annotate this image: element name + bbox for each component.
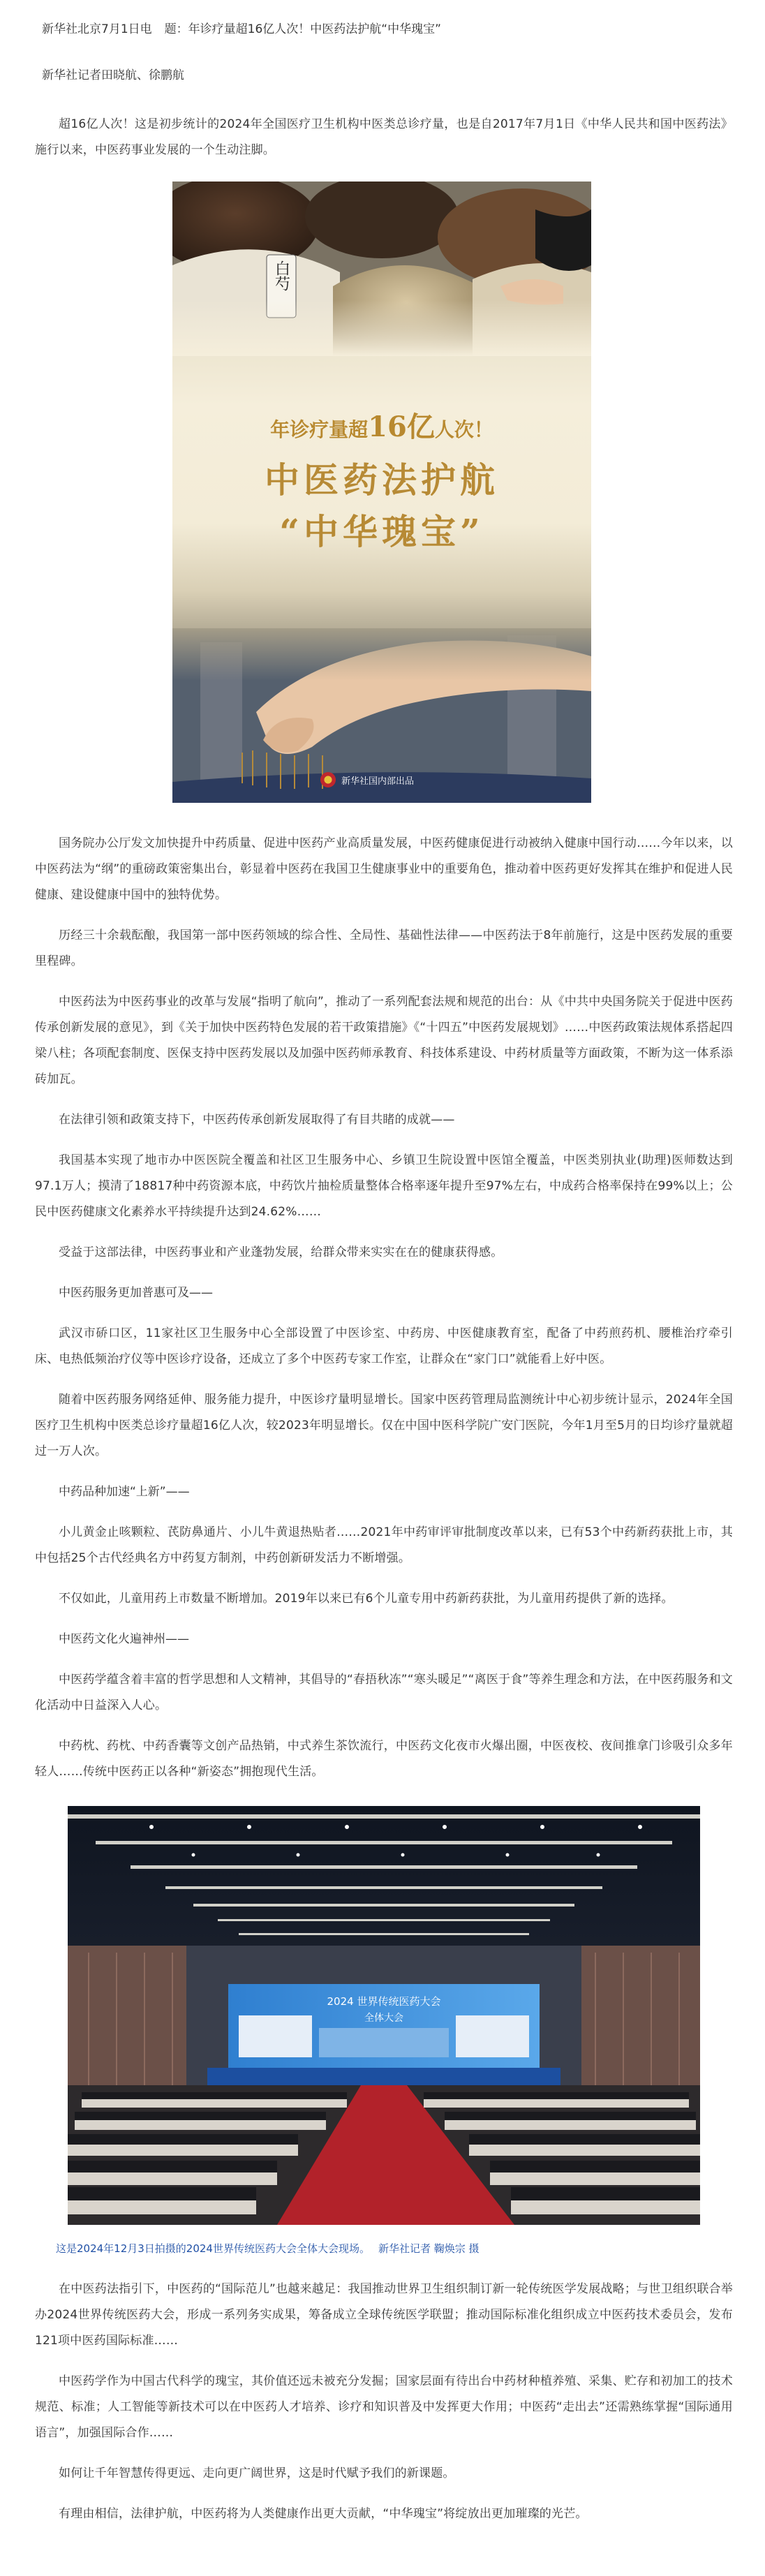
stage-banner-line1: 2024 世界传统医药大会 (327, 1995, 441, 2008)
poster-headline-suffix: 人次！ (434, 418, 493, 441)
poster-credit-text: 新华社国内部出品 (341, 776, 415, 787)
poster-title-line2: “中华瑰宝” (279, 511, 484, 552)
subheading-new-drugs: 中药品种加速“上新”—— (59, 1485, 190, 1499)
headline: 年诊疗量超16亿人次！中医药法护航“中华瑰宝” (188, 22, 441, 36)
poster-credit (320, 772, 414, 787)
herb-label-text: 白芍 (272, 260, 290, 291)
xinhua-logo-icon (320, 772, 336, 787)
herbs-illustration (172, 182, 591, 356)
paragraph-9: 随着中医药服务网络延伸、服务能力提升，中医诊疗量明显增长。国家中医药管理局监测统计中心初步统计显示，2024年全国医疗卫生机构中医类总诊疗量超16亿人次，较2023年明显增长。仅在中国中医科学院广安门医院，今年1月至5月的日均诊疗量就超过一万人次。 (35, 1393, 733, 1458)
subheading-culture: 中医药文化火遍神州—— (59, 1632, 189, 1646)
article (35, 20, 733, 2542)
paragraph-1: 超16亿人次！这是初步统计的2024年全国医疗卫生机构中医类总诊疗量，也是自2017年7月1日《中华人民共和国中医药法》施行以来，中医药事业发展的一个生动注脚。 (35, 117, 733, 157)
paragraph-15: 中医药学作为中国古代科学的瑰宝，其价值还远未被充分发掘；国家层面有待出台中药材种植养殖、采集、贮存和初加工的技术规范、标准；人工智能等新技术可以在中医药人才培养、诊疗和知识普及中发挥更大作用；中医药“走出去”还需熟练掌握“国际通用语言”，加强国际合作…… (35, 2374, 733, 2440)
headline-label: 题： (164, 22, 188, 36)
paragraph-3: 历经三十余载酝酿，我国第一部中医药领域的综合性、全局性、基础性法律——中医药法于8年前施行，这是中医药发展的重要里程碑。 (35, 928, 733, 968)
caption-credit: 新华社记者 鞠焕宗 摄 (378, 2242, 480, 2255)
poster-image (172, 182, 591, 803)
paragraph-5: 在法律引领和政策支持下，中医药传承创新发展取得了有目共睹的成就—— (59, 1113, 455, 1127)
paragraph-14: 在中医药法指引下，中医药的“国际范儿”也越来越足：我国推动世界卫生组织制订新一轮传统医学发展战略；与世卫组织联合举办2024世界传统医药大会，形成一系列务实成果，筹备成立全球传统医学联盟；推动国际标准化组织成立中医药技术委员会，发布121项中医药国际标准…… (35, 2282, 733, 2348)
paragraph-17: 有理由相信，法律护航，中医药将为人类健康作出更大贡献，“中华瑰宝”将绽放出更加璀璨的光芒。 (59, 2507, 588, 2521)
poster-title-line1: 中医药法护航 (265, 459, 499, 501)
paragraph-8: 武汉市硚口区，11家社区卫生服务中心全部设置了中医诊室、中药房、中医健康教育室，配备了中药煎药机、腰椎治疗牵引床、电热低频治疗仪等中医诊疗设备，还成立了多个中医药专家工作室，让群众在“家门口”就能看上好中医。 (35, 1326, 733, 1366)
paragraph-6: 我国基本实现了地市办中医医院全覆盖和社区卫生服务中心、乡镇卫生院设置中医馆全覆盖，中医类别执业(助理)医师数达到97.1万人；摸清了18817种中药资源本底，中药饮片抽检质量整体合格率逐年提升至97%左右，中成药合格率保持在99%以上；公民中医药健康文化素养水平持续提升达到24.62%…… (35, 1153, 733, 1219)
paragraph-10: 小儿黄金止咳颗粒、芪防鼻通片、小儿牛黄退热贴者……2021年中药审评审批制度改革以来，已有53个中药新药获批上市，其中包括25个古代经典名方中药复方制剂，中药创新研发活力不断增强。 (35, 1525, 733, 1565)
paragraph-11: 不仅如此，儿童用药上市数量不断增加。2019年以来已有6个儿童专用中药新药获批，为儿童用药提供了新的选择。 (59, 1592, 674, 1606)
paragraph-4: 中医药法为中医药事业的改革与发展“指明了航向”，推动了一系列配套法规和规范的出台：从《中共中央国务院关于促进中医药传承创新发展的意见》，到《关于加快中医药特色发展的若干政策措施》《“十四五”中医药发展规划》……中医药政策法规体系搭起四梁八柱；各项配套制度、医保支持中医药发展以及加强中医药师承教育、科技体系建设、中药材质量等方面政策，不断为这一体系添砖加瓦。 (35, 995, 733, 1086)
poster-headline (172, 405, 591, 445)
caption-text: 这是2024年12月3日拍摄的2024世界传统医药大会全体大会现场。 (56, 2242, 370, 2255)
paragraph-16: 如何让千年智慧传得更远、走向更广阔世界，这是时代赋予我们的新课题。 (59, 2466, 455, 2480)
conference-hall-illustration (68, 1806, 700, 2225)
stage-banner-line2: 全体大会 (364, 2013, 403, 2024)
subheading-services: 中医药服务更加普惠可及—— (59, 1286, 213, 1300)
paragraph-13: 中药枕、药枕、中药香囊等文创产品热销，中式养生茶饮流行，中医药文化夜市火爆出圈，中医夜校、夜间推拿门诊吸引众多年轻人……传统中医药正以各种“新姿态”拥抱现代生活。 (35, 1739, 733, 1779)
poster-headline-number: 16亿 (368, 410, 435, 443)
paragraph-12: 中医药学蕴含着丰富的哲学思想和人文精神，其倡导的“春捂秋冻”“寒头暖足”“离医于食”等养生理念和方法，在中医药服务和文化活动中日益深入人心。 (35, 1673, 733, 1712)
photo-caption (35, 2239, 733, 2258)
byline: 新华社记者田晓航、徐鹏航 (42, 68, 184, 82)
source-line: 新华社北京7月1日电 (42, 22, 152, 36)
dateline (42, 20, 733, 39)
poster-headline-prefix: 年诊疗量超 (270, 418, 369, 441)
paragraph-2: 国务院办公厅发文加快提升中药质量、促进中医药产业高质量发展，中医药健康促进行动被纳入健康中国行动……今年以来，以中医药法为“纲”的重磅政策密集出台，彰显着中医药在我国卫生健康事业中的重要角色，推动着中医药更好发挥其在维护和促进人民健康、建设健康中国中的独特优势。 (35, 836, 733, 902)
conference-photo (68, 1806, 700, 2225)
paragraph-7: 受益于这部法律，中医药事业和产业蓬勃发展，给群众带来实实在在的健康获得感。 (59, 1245, 503, 1259)
